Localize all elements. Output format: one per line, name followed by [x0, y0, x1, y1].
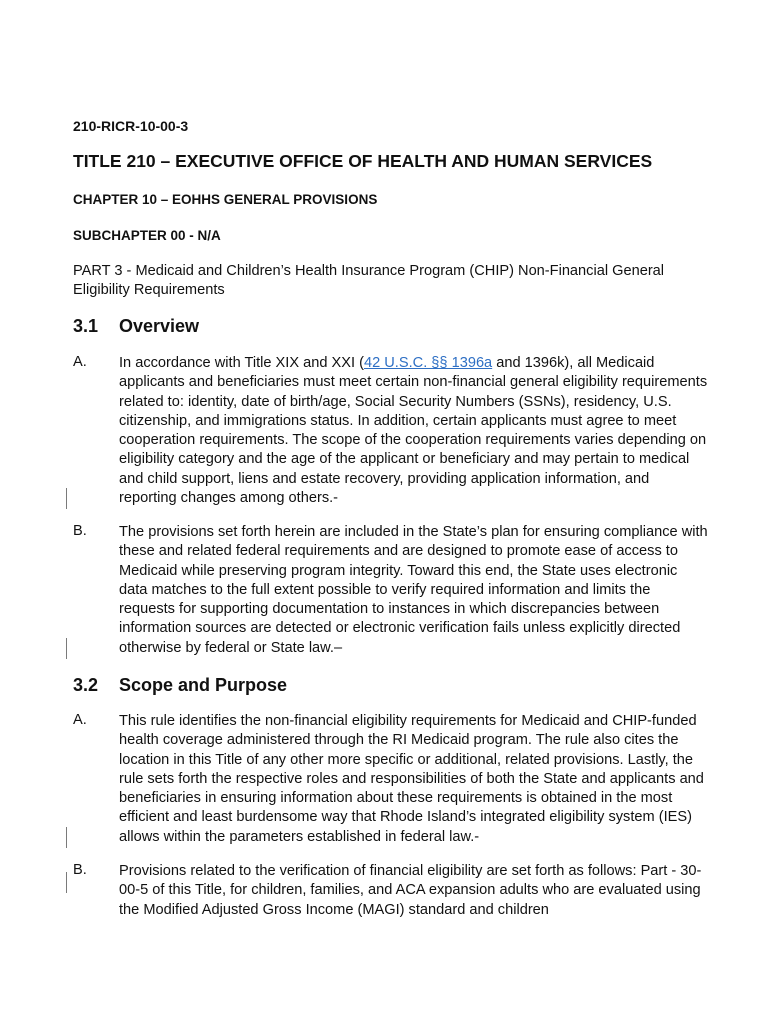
change-bar: [66, 638, 67, 659]
statute-link[interactable]: 42 U.S.C. §§ 1396a: [363, 355, 493, 371]
paragraph: [119, 354, 709, 508]
section-title: Scope and Purpose: [119, 675, 288, 695]
paragraph: This rule identifies the non-financial eligibility requirements for Medicaid and CHIP-funded health coverage administered through the RI Medicaid program. The rule also cites the location in this Title of any other more specific or additional, related provisions. Lastly, the rule sets forth the respective roles and responsibilities of both the State and applicants and beneficiaries in ensuring information about these requirements is obtained in the most efficient and least burdensome way that Rhode Island’s integrated eligibility system (IES) allows within the parameters established in federal law.-: [119, 713, 704, 845]
part-heading: PART 3 - Medicaid and Children’s Health Insurance Program (CHIP) Non-Financial General Eligibility Requirements: [73, 263, 665, 299]
section-number: 3.1: [73, 316, 99, 336]
document-title: TITLE 210 – EXECUTIVE OFFICE OF HEALTH AND HUMAN SERVICES: [73, 151, 653, 171]
change-bar: [66, 827, 67, 848]
paragraph: The provisions set forth herein are included in the State’s plan for ensuring compliance with these and related federal requirements and are designed to promote ease of access to Medicaid while preserving program integrity. Toward this end, the State uses electronic data matches to the full extent possible to verify required information and limits the requests for supporting documentation to instances in which discrepancies between information sources are detected or electronic verification fails unless explicitly directed otherwise by federal or State law.–: [119, 524, 708, 656]
change-bar: [66, 488, 67, 509]
section-number: 3.2: [73, 675, 99, 695]
rule-id: 210-RICR-10-00-3: [73, 118, 189, 134]
item-label: B.: [73, 862, 87, 878]
section-title: Overview: [119, 316, 200, 336]
item-label: B.: [73, 523, 87, 539]
item-label: A.: [73, 354, 87, 370]
item-label: A.: [73, 712, 87, 728]
paragraph-text: and 1396k), all Medicaid applicants and beneficiaries must meet certain non-financial general eligibility requirements related to: identity, date of birth/age, Social Security Numbers (SSNs), residency, U.S. citizenship, and immigrations status. In addition, certain applicants must agree to meet cooperation requirements. The scope of the cooperation requirements varies depending on eligibility category and the age of the applicant or beneficiary and may pertain to medical and child support, liens and estate recovery, providing application information, and reporting changes among others.-: [119, 355, 708, 507]
paragraph: Provisions related to the verification of financial eligibility are set forth as follows: Part - 30-00-5 of this Title, for children, families, and ACA expansion adults who are evaluated using the Modified Adjusted Gross Income (MAGI) standard and children: [119, 863, 702, 918]
change-bar: [66, 872, 67, 893]
subchapter-heading: SUBCHAPTER 00 - N/A: [73, 228, 221, 243]
chapter-heading: CHAPTER 10 – EOHHS GENERAL PROVISIONS: [73, 192, 378, 207]
paragraph-text: In accordance with Title XIX and XXI (: [119, 355, 364, 371]
